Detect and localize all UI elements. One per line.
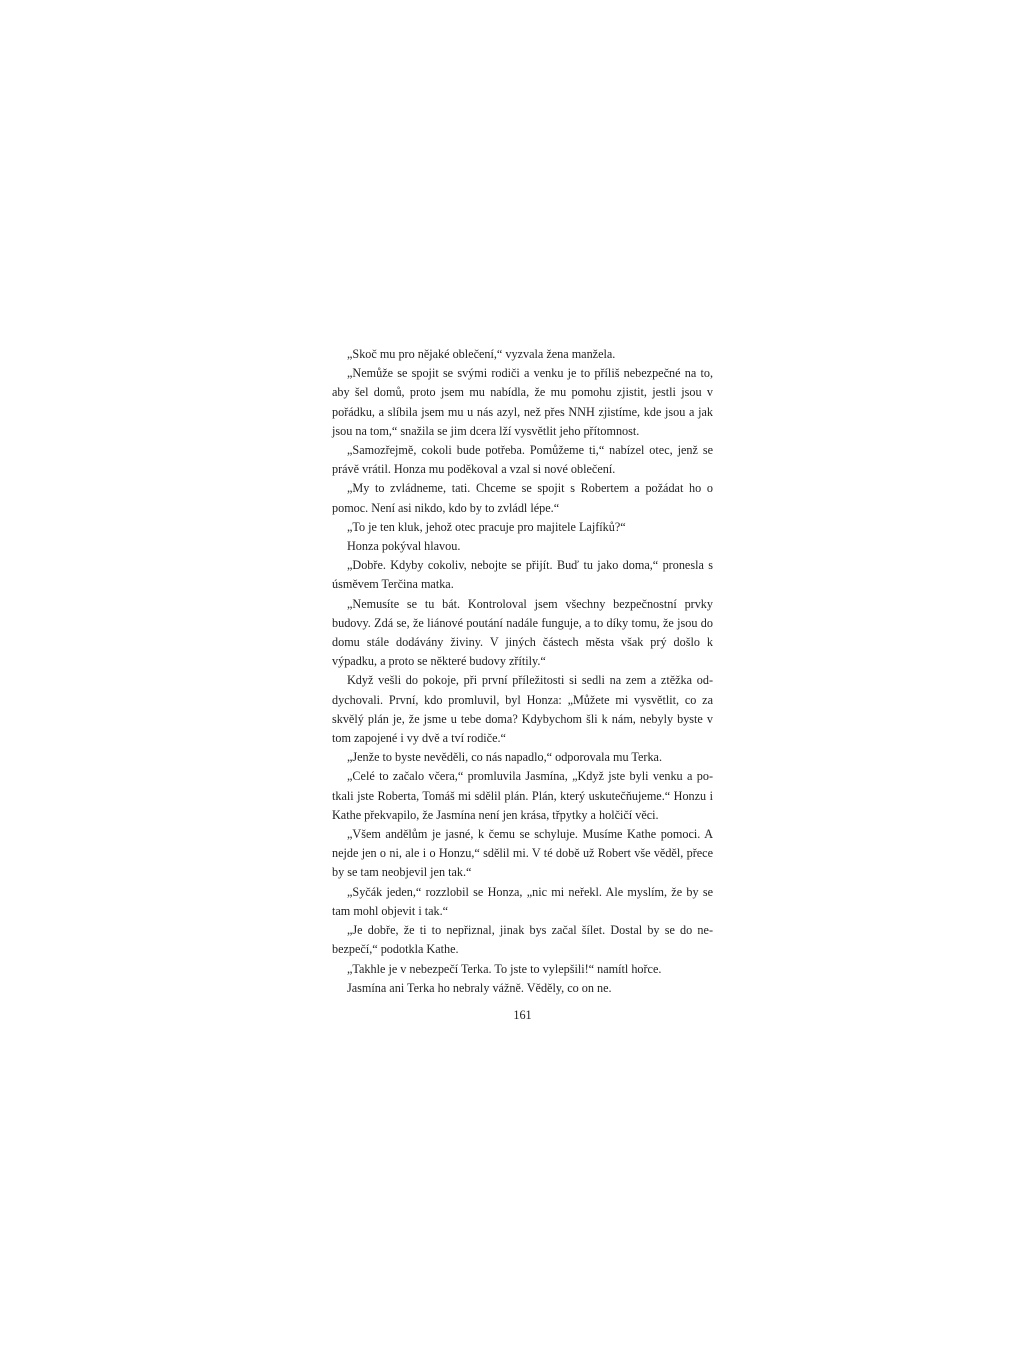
paragraph: Když vešli do pokoje, při první příležitosti si sedli na zem a ztěžka oddychovali. První, kdo promluvil, byl Honza: „Můžete mi vysvětlit, co za skvělý plán je, že jsme u tebe doma? Kdybychom šli k nám, nebyly byste v tom zapojené i vy dvě a tví rodiče.“ <box>332 673 713 746</box>
paragraph: „Celé to začalo včera,“ promluvila Jasmína, „Když jste byli venku a potkali jste Roberta, Tomáš mi sdělil plán. Plán, který uskutečňujeme.“ Honzu i Kathe překvapilo, že Jasmína není jen krása, třpytky a holčičí věci. <box>332 769 713 822</box>
paragraph: „Nemusíte se tu bát. Kontroloval jsem všechny bezpečnostní prvky budovy. Zdá se, že liánové poutání nadále funguje, a to díky tomu, že jsou do domu stále dodávány živiny. V jiných částech města však prý došlo k výpadku, a proto se některé budovy zřítily.“ <box>332 596 713 669</box>
body-text <box>332 345 713 998</box>
paragraph: „Všem andělům je jasné, k čemu se schyluje. Musíme Kathe pomoci. A nejde jen o ni, ale i o Honzu,“ sdělil mi. V té době už Robert vše věděl, přece by se tam neobjevil jen tak.“ <box>332 827 713 880</box>
paragraph: „Takhle je v nebezpečí Terka. To jste to vylepšili!“ namítl hořce. <box>347 961 662 976</box>
paragraph: Jasmína ani Terka ho nebraly vážně. Věděly, co on ne. <box>347 980 612 995</box>
paragraph: „Syčák jeden,“ rozzlobil se Honza, „nic mi neřekl. Ale myslím, že by se tam mohl objevit i tak.“ <box>332 884 713 918</box>
paragraph: „Skoč mu pro nějaké oblečení,“ vyzvala žena manžela. <box>347 347 616 361</box>
paragraph: „My to zvládneme, tati. Chceme se spojit s Robertem a požádat ho o pomoc. Není asi nikdo, kdo by to zvládl lépe.“ <box>332 481 713 515</box>
paragraph: „To je ten kluk, jehož otec pracuje pro majitele Lajfíků?“ <box>347 519 626 534</box>
paragraph: „Samozřejmě, cokoli bude potřeba. Pomůžeme ti,“ nabízel otec, jenž se právě vrátil. Honza mu poděkoval a vzal si nové oblečení. <box>332 443 713 477</box>
paragraph: „Dobře. Kdyby cokoliv, nebojte se přijít. Buď tu jako doma,“ pronesla s úsměvem Terčina matka. <box>332 558 713 592</box>
paragraph: Honza pokýval hlavou. <box>347 539 461 554</box>
paragraph: „Jenže to byste nevěděli, co nás napadlo,“ odporovala mu Terka. <box>347 750 663 765</box>
page-number: 161 <box>513 1008 532 1022</box>
paragraph: „Je dobře, že ti to nepřiznal, jinak bys začal šílet. Dostal by se do nebezpečí,“ podotkla Kathe. <box>332 923 713 957</box>
paragraph: „Nemůže se spojit se svými rodiči a venku je to příliš nebezpečné na to, aby šel domů, proto jsem mu nabídla, že mu pomohu zjistit, jestli jsou v pořádku, a slíbila jsem mu u nás azyl, než přes NNH zjistíme, kde jsou a jak jsou na tom,“ snažila se jim dcera lží vysvětlit jeho přítomnost. <box>332 366 713 438</box>
